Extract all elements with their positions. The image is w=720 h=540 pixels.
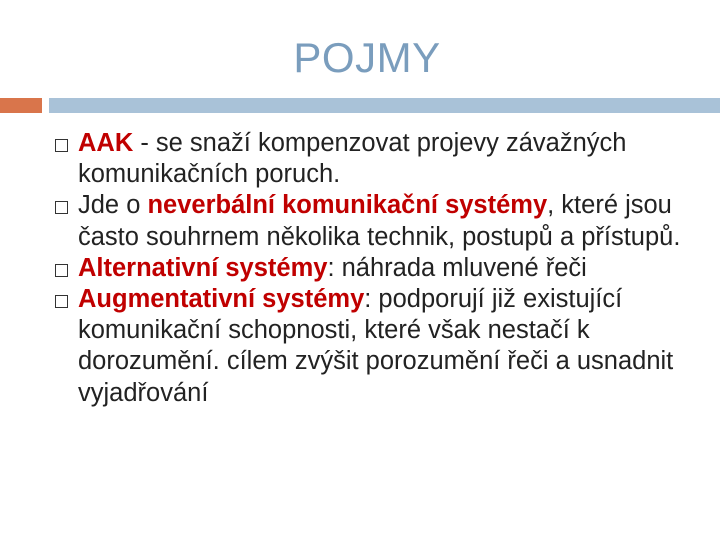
- bullet-list: [0, 128, 720, 409]
- checkbox-icon: [55, 201, 68, 214]
- bullet-text: - se snaží kompenzovat projevy závažných komunikačních poruch.: [78, 129, 627, 189]
- accent-bar-blue: [49, 98, 720, 113]
- bullet-text: Jde o: [78, 191, 148, 220]
- bullet-text: , které jsou často souhrnem několika technik, postupů a přístupů.: [78, 191, 681, 251]
- bullet-item: [0, 253, 720, 284]
- checkbox-icon: [55, 264, 68, 277]
- accent-bar-orange: [0, 98, 42, 113]
- bullet-text: : náhrada mluvené řeči: [327, 253, 587, 282]
- bullet-item: [0, 284, 720, 409]
- bullet-text: AAK: [78, 129, 134, 157]
- slide-title: POJMY: [293, 34, 441, 81]
- bullet-text: Augmentativní systémy: [78, 285, 365, 314]
- bullet-text: Alternativní systémy: [78, 253, 328, 282]
- checkbox-icon: [55, 295, 68, 308]
- bullet-item: [0, 190, 720, 252]
- bullet-text: neverbální komunikační systémy: [147, 191, 548, 220]
- bullet-text: : podporují již existující komunikační schopnosti, které však nestačí k dorozumění. cílem zvýšit porozumění řeči a usnadnit vyjadřování: [78, 285, 674, 407]
- bullet-item: [0, 128, 720, 190]
- checkbox-icon: [55, 139, 68, 152]
